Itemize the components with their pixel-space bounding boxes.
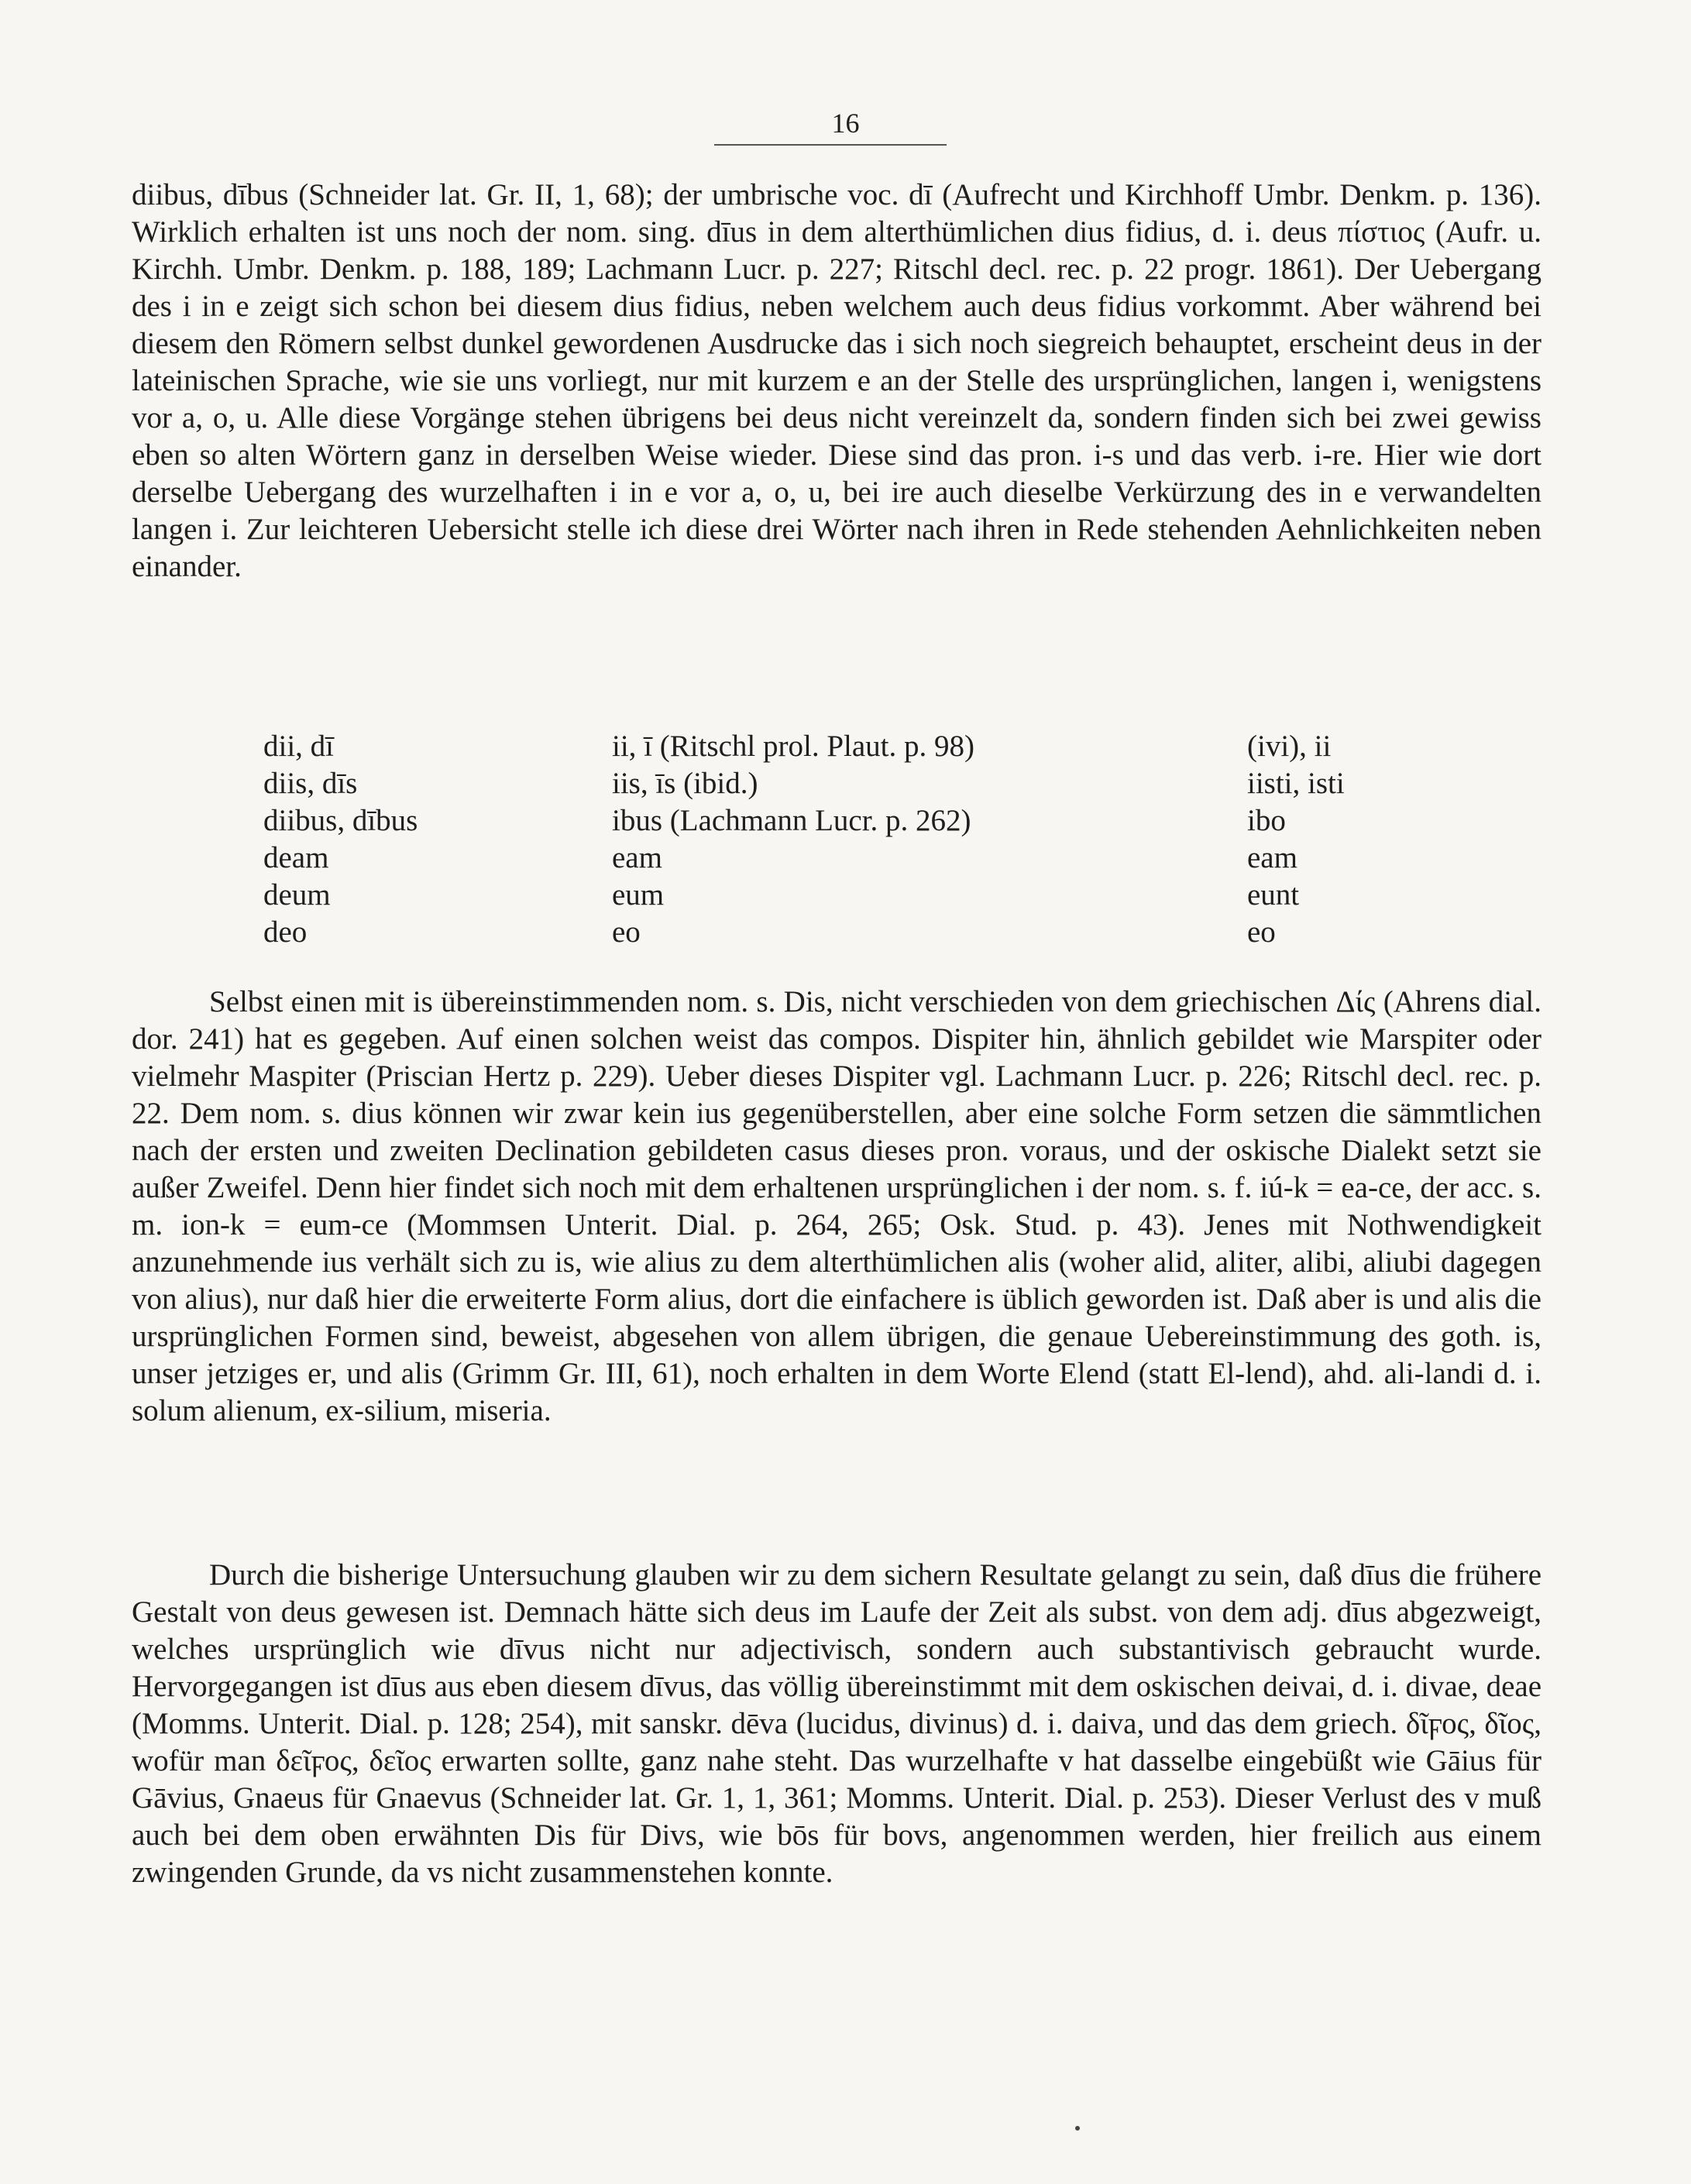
table-cell: deum bbox=[263, 878, 331, 912]
paragraph-1 bbox=[132, 177, 1541, 585]
table-cell: eunt bbox=[1247, 878, 1300, 912]
print-speck bbox=[1075, 2126, 1080, 2131]
table-cell: deam bbox=[263, 841, 329, 874]
table-cell: eam bbox=[1247, 841, 1297, 874]
paragraph-3-text: Durch die bisherige Untersuchung glauben wir zu dem sichern Resultate gelangt zu sein, daß dīus die frühere Gestalt von deus gewesen ist. Demnach hätte sich deus im Laufe der Zeit als subst. von dem adj. dīus abgezweigt, welches ursprünglich wie dīvus nicht nur adjectivisch, sondern auch substantivisch gebraucht wurde. Hervorgegangen ist dīus aus eben diesem dīvus, das völlig übereinstimmt mit dem oskischen deivai, d. i. divae, deae (Momms. Unterit. Dial. p. 128; 254), mit sanskr. dēva (lucidus, divinus) d. i. daiva, und das dem griech. δῖϝος, δῖος, wofür man δεῖϝος, δεῖος erwarten sollte, ganz nahe steht. Das wurzelhafte v hat dasselbe eingebüßt wie Gāius für Gāvius, Gnaeus für Gnaevus (Schneider lat. Gr. 1, 1, 361; Momms. Unterit. Dial. p. 253). Dieser Verlust des v muß auch bei dem oben erwähnten Dis für Divs, wie bōs für bovs, angenommen werden, hier freilich aus einem zwingenden Grunde, da vs nicht zusammenstehen konnte. bbox=[132, 1558, 1541, 1889]
table-cell: ibus (Lachmann Lucr. p. 262) bbox=[612, 804, 971, 837]
paragraph-2-text: Selbst einen mit is übereinstimmenden nom. s. Dis, nicht verschieden von dem griechischen Δίς (Ahrens dial. dor. 241) hat es gegeben. Auf einen solchen weist das compos. Dispiter hin, ähnlich gebildet wie Marspiter oder vielmehr Maspiter (Priscian Hertz p. 229). Ueber dieses Dispiter vgl. Lachmann Lucr. p. 226; Ritschl decl. rec. p. 22. Dem nom. s. dius können wir zwar kein ius gegenüberstellen, aber eine solche Form setzen die sämmtlichen nach der ersten und zweiten Declination gebildeten casus dieses pron. voraus, und der oskische Dialekt setzt sie außer Zweifel. Denn hier findet sich noch mit dem erhaltenen ursprünglichen i der nom. s. f. iú-k = ea-ce, der acc. s. m. ion-k = eum-ce (Mommsen Unterit. Dial. p. 264, 265; Osk. Stud. p. 43). Jenes mit Nothwendigkeit anzunehmende ius verhält sich zu is, wie alius zu dem alterthümlichen alis (woher alid, aliter, alibi, aliubi dagegen von alius), nur daß hier die erweiterte Form alius, dort die einfachere is üblich geworden ist. Daß aber is und alis die ursprünglichen Formen sind, beweist, abgesehen von allem übrigen, die genaue Uebereinstimmung des goth. is, unser jetziges er, und alis (Grimm Gr. III, 61), noch erhalten in dem Worte Elend (statt El-lend), ahd. ali-landi d. i. solum alienum, ex-silium, miseria. bbox=[132, 985, 1541, 1427]
table-cell: iisti, isti bbox=[1247, 767, 1345, 800]
table-row bbox=[132, 802, 1541, 840]
table-row bbox=[132, 765, 1541, 802]
header-rule bbox=[714, 144, 947, 146]
table-cell: dii, dī bbox=[263, 730, 335, 763]
paragraph-3 bbox=[132, 1557, 1541, 1891]
table-row bbox=[132, 728, 1541, 765]
table-row bbox=[132, 840, 1541, 877]
table-row bbox=[132, 914, 1541, 951]
table-cell: eo bbox=[612, 915, 641, 949]
table-cell: ii, ī (Ritschl prol. Plaut. p. 98) bbox=[612, 730, 974, 763]
page-number: 16 bbox=[831, 108, 860, 139]
table-cell: eam bbox=[612, 841, 662, 874]
table-cell: ibo bbox=[1247, 804, 1286, 837]
table-cell: eo bbox=[1247, 915, 1276, 949]
table-cell: iis, īs (ibid.) bbox=[612, 767, 758, 800]
table-cell: diibus, dībus bbox=[263, 804, 418, 837]
table-row bbox=[132, 877, 1541, 914]
table-cell: eum bbox=[612, 878, 665, 912]
paragraph-2 bbox=[132, 984, 1541, 1430]
table-cell: deo bbox=[263, 915, 308, 949]
comparison-table bbox=[132, 728, 1541, 951]
paragraph-1-text: diibus, dībus (Schneider lat. Gr. II, 1, 68); der umbrische voc. dī (Aufrecht und Kirchhoff Umbr. Denkm. p. 136). Wirklich erhalten ist uns noch der nom. sing. dīus in dem alterthümlichen dius fidius, d. i. deus πίστιος (Aufr. u. Kirchh. Umbr. Denkm. p. 188, 189; Lachmann Lucr. p. 227; Ritschl decl. rec. p. 22 progr. 1861). Der Uebergang des i in e zeigt sich schon bei diesem dius fidius, neben welchem auch deus fidius vorkommt. Aber während bei diesem den Römern selbst dunkel gewordenen Ausdrucke das i sich noch siegreich behauptet, erscheint deus in der lateinischen Sprache, wie sie uns vorliegt, nur mit kurzem e an der Stelle des ursprünglichen, langen i, wenigstens vor a, o, u. Alle diese Vorgänge stehen übrigens bei deus nicht vereinzelt da, sondern finden sich bei zwei gewiss eben so alten Wörtern ganz in derselben Weise wieder. Diese sind das pron. i-s und das verb. i-re. Hier wie dort derselbe Uebergang des wurzelhaften i in e vor a, o, u, bei ire auch dieselbe Verkürzung des in e verwandelten langen i. Zur leichteren Uebersicht stelle ich diese drei Wörter nach ihren in Rede stehenden Aehnlichkeiten neben einander. bbox=[132, 178, 1541, 583]
table-cell: diis, dīs bbox=[263, 767, 358, 800]
table-cell: (ivi), ii bbox=[1247, 730, 1332, 763]
